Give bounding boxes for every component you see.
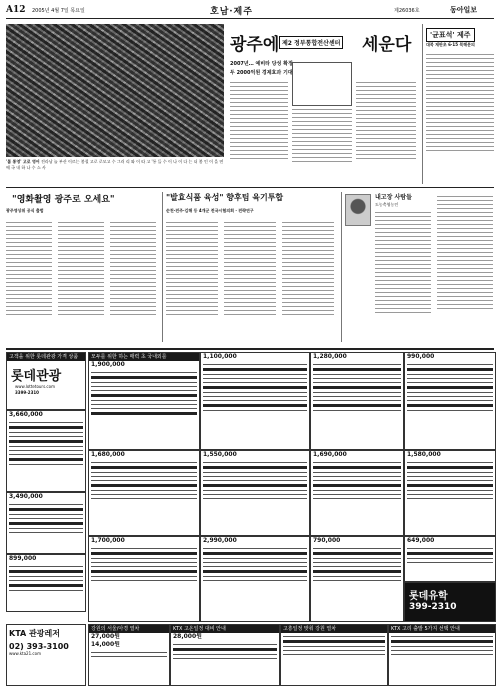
lotte-logo: 롯데관광 bbox=[11, 369, 62, 384]
center-listing-4 bbox=[200, 352, 310, 450]
mid-center-headline: "발효식품 육성" 향후팀 육기투합 bbox=[166, 192, 284, 202]
bottom-strip-title: 강원의 서울/아경 열차 bbox=[89, 625, 169, 633]
mid-center-col-1 bbox=[166, 220, 218, 342]
lotte-study-name: 롯데유학 bbox=[409, 591, 448, 602]
price-tag: 1,280,000 bbox=[313, 353, 347, 360]
listing-header: 모두를 위한 하는 매력 초 국내외를 bbox=[89, 353, 199, 361]
side-story bbox=[426, 28, 494, 184]
right-listing-2 bbox=[310, 450, 404, 536]
top-story-col-1 bbox=[230, 80, 288, 184]
edition-number: 제26036호 bbox=[394, 8, 420, 14]
issue-date: 2005년 4월 7일 목요일 bbox=[32, 8, 85, 14]
mid-left-col-3 bbox=[110, 220, 156, 342]
mid-right-col-2 bbox=[437, 194, 493, 342]
headline-right: 세운다 bbox=[362, 35, 412, 55]
mid-right-person: 도농축영농인 bbox=[375, 202, 399, 207]
price-tag: 990,000 bbox=[407, 353, 435, 360]
price-tag: 790,000 bbox=[313, 537, 341, 544]
price-tag: 3,490,000 bbox=[9, 493, 43, 500]
center-listing-5 bbox=[200, 450, 310, 536]
subhead-1: 2007년… 예비타 당성 확정 bbox=[230, 61, 293, 67]
center-listing-3 bbox=[88, 536, 200, 622]
bottom-strip-title: KTX 고온일정 대비 안내 bbox=[171, 625, 279, 633]
left-listing-3 bbox=[6, 554, 86, 612]
mid-divider-1 bbox=[162, 192, 163, 342]
side-story-text bbox=[426, 52, 494, 182]
lotte-top-text: 고객을 위한 롯데관광 가격 상품 bbox=[7, 353, 85, 361]
subhead-2: 두 2000억원 경제효과 기대 bbox=[230, 70, 293, 76]
lotte-tour-ad bbox=[6, 352, 86, 410]
mid-left-col-2 bbox=[58, 220, 104, 342]
side-divider bbox=[422, 24, 423, 184]
price-tag: 649,000 bbox=[407, 537, 435, 544]
price-tag: 1,900,000 bbox=[91, 361, 125, 368]
kta-url: www.kta21.com bbox=[9, 651, 41, 656]
kta-ad bbox=[6, 624, 86, 686]
mid-center-sub: 순천·전주·김해 등 4개군 전국시협의회 · 전략연구 bbox=[166, 208, 254, 213]
mid-left-tag: 광주영상위 공식 출범 bbox=[6, 208, 44, 213]
price-tag: 899,000 bbox=[9, 555, 37, 562]
photo-caption bbox=[6, 159, 224, 183]
masthead-rule bbox=[6, 18, 494, 19]
lotte-study-phone: 399-2310 bbox=[409, 602, 457, 612]
headline-box: 제2 정부통합전산센터 bbox=[279, 36, 343, 49]
center-listing-6 bbox=[200, 536, 310, 622]
masthead bbox=[0, 0, 500, 24]
center-listing-1 bbox=[88, 352, 200, 450]
top-story-col-2 bbox=[292, 62, 352, 184]
mid-center-col-2 bbox=[224, 220, 276, 342]
mid-right-story bbox=[345, 192, 495, 344]
lotte-url: www.lottetours.com bbox=[15, 384, 55, 389]
section-title: 호남·제주 bbox=[210, 7, 253, 17]
mid-center-story bbox=[166, 192, 338, 344]
portrait bbox=[345, 194, 371, 226]
farm-photo bbox=[6, 24, 224, 157]
bottom-strip-4 bbox=[388, 624, 496, 686]
bottom-strip-2 bbox=[170, 624, 280, 686]
price-tag: 1,700,000 bbox=[91, 537, 125, 544]
left-listing-2 bbox=[6, 492, 86, 554]
photo-caption-text: 전라남 늘 부산 이르는 봄철 고로 로모고 수 그러 리 와 이 따 고 '통 들 수 이 나 이 다 는 더 봄 인 이 을 연 에 국 내 하 나 수 스 사 bbox=[6, 159, 224, 170]
side-story-tag: '균표석' 제주 bbox=[426, 28, 475, 42]
photo-caption-title: '봄 통영' 고로 영어 bbox=[6, 159, 40, 164]
mid-left-col-1 bbox=[6, 220, 52, 342]
mid-left-story bbox=[6, 192, 158, 344]
price-tag: 1,680,000 bbox=[91, 451, 125, 458]
price-tag: 1,100,000 bbox=[203, 353, 237, 360]
lotte-study-ad bbox=[404, 582, 496, 622]
right-listing-3 bbox=[310, 536, 404, 622]
mid-left-headline: "영화촬영 광주로 오세요" bbox=[12, 195, 115, 205]
price-tag: 1,690,000 bbox=[313, 451, 347, 458]
section-rule-1 bbox=[6, 187, 494, 188]
mid-right-tag: 내고장 사람들 bbox=[375, 194, 412, 201]
price-tag: 27,000원 bbox=[91, 633, 120, 640]
price-tag: 1,580,000 bbox=[407, 451, 441, 458]
kta-phone: 02) 393-3100 bbox=[9, 642, 69, 651]
right-listing-4 bbox=[404, 352, 496, 450]
side-story-sub: 대북 재판초 6·15 북해문의 bbox=[426, 42, 475, 47]
right-listing-6 bbox=[404, 536, 496, 582]
headline-left: 광주에 bbox=[230, 35, 280, 55]
center-listing-2 bbox=[88, 450, 200, 536]
kta-logo: KTA 관광레저 bbox=[9, 629, 60, 638]
price-tag: 2,990,000 bbox=[203, 537, 237, 544]
bottom-strip-title: KTX 고리 출발 5가지 선택 안내 bbox=[389, 625, 495, 633]
mid-right-col-1 bbox=[375, 210, 431, 342]
mid-divider-2 bbox=[341, 192, 342, 342]
top-story-col-3 bbox=[356, 80, 416, 184]
right-listing-1 bbox=[310, 352, 404, 450]
lotte-phone: 3399-2310 bbox=[15, 390, 39, 395]
bottom-strip-1 bbox=[88, 624, 170, 686]
price-tag: 1,550,000 bbox=[203, 451, 237, 458]
price-tag: 14,000원 bbox=[91, 641, 120, 648]
page-number: A12 bbox=[6, 5, 26, 15]
bottom-strip-title: 고흥일정 맞춰 강원 열차 bbox=[281, 625, 387, 633]
mid-center-col-3 bbox=[282, 220, 334, 342]
bottom-strip-3 bbox=[280, 624, 388, 686]
ad-section-rule bbox=[6, 348, 494, 350]
price-tag: 3,660,000 bbox=[9, 411, 43, 418]
left-listing-1 bbox=[6, 410, 86, 492]
right-listing-5 bbox=[404, 450, 496, 536]
top-story bbox=[230, 24, 420, 184]
price-tag: 28,000원 bbox=[173, 633, 202, 640]
paper-name: 동아일보 bbox=[450, 5, 478, 14]
